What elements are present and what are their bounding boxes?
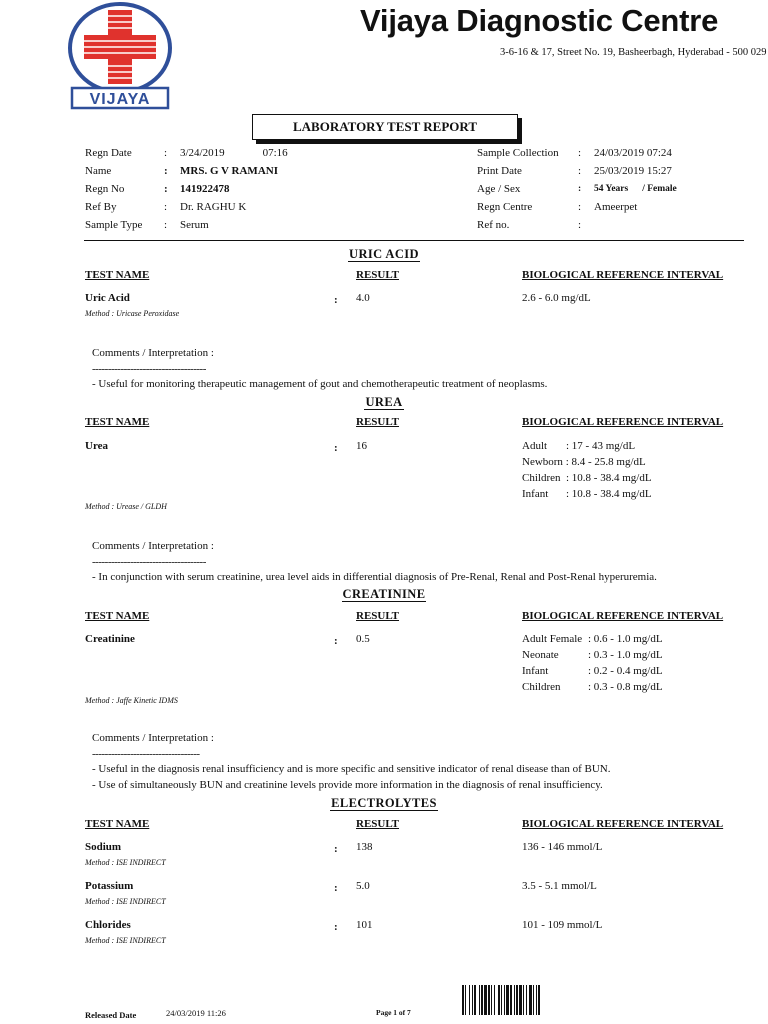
note-creatinine-2: - Use of simultaneously BUN and creatinine levels provide more information in the diagnosis of renal insufficiency.: [92, 779, 603, 791]
barcode-bar: [469, 985, 470, 1015]
name-label: Name: [85, 165, 112, 177]
col-result: RESULT: [356, 610, 400, 622]
method-creatinine: Method : Jaffe Kinetic IDMS: [85, 696, 178, 705]
ref-by-value: : Dr. RAGHU K: [164, 201, 247, 213]
comments-label: Comments / Interpretation :: [92, 540, 214, 552]
reference-chlorides: 101 - 109 mmol/L: [522, 919, 603, 931]
method-urea: Method : Urease / GLDH: [85, 502, 167, 511]
sample-type-label: Sample Type: [85, 219, 143, 231]
col-test-name: TEST NAME: [85, 818, 150, 830]
test-name-sodium: Sodium: [85, 841, 122, 853]
col-test-name: TEST NAME: [85, 416, 150, 428]
age-sex-value: : 54 Years / Female: [578, 184, 677, 194]
sample-type-value: : Serum: [164, 219, 209, 231]
barcode-bar: [519, 985, 522, 1015]
comments-label: Comments / Interpretation :: [92, 732, 214, 744]
barcode-bar: [472, 985, 473, 1015]
section-title-creatinine: CREATININE: [342, 587, 426, 601]
reference-urea: Adult : 17 - 43 mg/dL Newborn : 8.4 - 25.8 mg/dL Children : 10.8 - 38.4 mg/dL Infant : 10.8 - 38.4 mg/dL: [522, 440, 652, 500]
reference-uric-acid: 2.6 - 6.0 mg/dL: [522, 292, 591, 304]
note-uric-acid: - Useful for monitoring therapeutic management of gout and chemotherapeutic treatment of neoplasms.: [92, 378, 548, 390]
method-sodium: Method : ISE INDIRECT: [85, 858, 166, 867]
note-urea: - In conjunction with serum creatinine, urea level aids in differential diagnosis of Pre-Renal, Renal and Post-Renal hyperuremia.: [92, 571, 657, 583]
released-date-value: 24/03/2019 11:26: [166, 1008, 226, 1018]
barcode: [462, 985, 612, 1015]
col-reference: BIOLOGICAL REFERENCE INTERVAL: [522, 818, 724, 830]
col-result: RESULT: [356, 818, 400, 830]
test-name-uric-acid: Uric Acid: [85, 292, 130, 304]
col-reference: BIOLOGICAL REFERENCE INTERVAL: [522, 416, 724, 428]
test-name-creatinine: Creatinine: [85, 633, 135, 645]
header-divider: [84, 240, 744, 241]
barcode-bar: [498, 985, 500, 1015]
barcode-bar: [484, 985, 487, 1015]
result-creatinine: 0.5: [356, 633, 370, 645]
vijaya-logo: [64, 0, 176, 114]
regn-centre-value: : Ameerpet: [578, 201, 638, 213]
reference-sodium: 136 - 146 mmol/L: [522, 841, 603, 853]
barcode-bar: [481, 985, 483, 1015]
note-creatinine-1: - Useful in the diagnosis renal insufficiency and is more specific and sensitive indicator of renal disease than of BUN.: [92, 763, 611, 775]
separator: :: [334, 843, 338, 855]
result-urea: 16: [356, 440, 367, 452]
patient-name: : MRS. G V RAMANI: [164, 165, 278, 177]
barcode-bar: [523, 985, 524, 1015]
sample-collection-label: Sample Collection: [477, 147, 559, 159]
separator: :: [334, 635, 338, 647]
barcode-bar: [529, 985, 532, 1015]
print-date-value: : 25/03/2019 15:27: [578, 165, 672, 177]
page-number: Page 1 of 7: [376, 1008, 411, 1017]
result-potassium: 5.0: [356, 880, 370, 892]
result-sodium: 138: [356, 841, 373, 853]
print-date-label: Print Date: [477, 165, 522, 177]
barcode-bar: [501, 985, 502, 1015]
section-title-electrolytes: ELECTROLYTES: [331, 796, 437, 810]
method-potassium: Method : ISE INDIRECT: [85, 897, 166, 906]
barcode-bar: [526, 985, 527, 1015]
regn-centre-label: Regn Centre: [477, 201, 533, 213]
separator: :: [334, 882, 338, 894]
regn-date-value: : 3/24/2019 07:16: [164, 147, 288, 159]
barcode-bar: [504, 985, 505, 1015]
centre-address: 3-6-16 & 17, Street No. 19, Basheerbagh, Hyderabad - 500 029: [500, 47, 767, 58]
method-uric-acid: Method : Uricase Peroxidase: [85, 309, 180, 318]
report-title: LABORATORY TEST REPORT: [252, 114, 518, 140]
col-result: RESULT: [356, 416, 400, 428]
col-test-name: TEST NAME: [85, 610, 150, 622]
barcode-bar: [465, 985, 466, 1015]
barcode-bar: [491, 985, 492, 1015]
regn-no-label: Regn No: [85, 183, 125, 195]
section-title-urea: UREA: [365, 395, 403, 409]
age-sex-label: Age / Sex: [477, 183, 521, 195]
reference-potassium: 3.5 - 5.1 mmol/L: [522, 880, 597, 892]
barcode-bar: [533, 985, 534, 1015]
ref-by-label: Ref By: [85, 201, 117, 213]
centre-name: Vijaya Diagnostic Centre: [360, 3, 719, 38]
barcode-bar: [514, 985, 515, 1015]
ref-no-value: :: [578, 219, 582, 231]
released-date-label: Released Date: [85, 1010, 137, 1020]
separator: :: [334, 294, 338, 306]
separator: :: [334, 921, 338, 933]
barcode-bar: [479, 985, 480, 1015]
comments-label: Comments / Interpretation :: [92, 347, 214, 359]
comments-rule: ------------------------------------: [92, 363, 206, 375]
ref-no-label: Ref no.: [477, 219, 510, 231]
result-chlorides: 101: [356, 919, 373, 931]
barcode-bar: [462, 985, 464, 1015]
col-reference: BIOLOGICAL REFERENCE INTERVAL: [522, 269, 724, 281]
test-name-potassium: Potassium: [85, 880, 134, 892]
barcode-bar: [516, 985, 518, 1015]
result-uric-acid: 4.0: [356, 292, 370, 304]
col-result: RESULT: [356, 269, 400, 281]
regn-date-label: Regn Date: [85, 147, 132, 159]
barcode-bar: [538, 985, 540, 1015]
section-title-uric-acid: URIC ACID: [349, 247, 419, 261]
sample-collection-value: : 24/03/2019 07:24: [578, 147, 672, 159]
comments-rule: ----------------------------------: [92, 748, 200, 760]
col-test-name: TEST NAME: [85, 269, 150, 281]
col-reference: BIOLOGICAL REFERENCE INTERVAL: [522, 610, 724, 622]
barcode-bar: [536, 985, 537, 1015]
barcode-bar: [474, 985, 476, 1015]
regn-no-value: : 141922478: [164, 183, 230, 195]
barcode-bar: [488, 985, 490, 1015]
method-chlorides: Method : ISE INDIRECT: [85, 936, 166, 945]
svg-text:VIJAYA: VIJAYA: [89, 91, 151, 108]
reference-creatinine: Adult Female : 0.6 - 1.0 mg/dL Neonate : 0.3 - 1.0 mg/dL Infant : 0.2 - 0.4 mg/dL Children : 0.3 - 0.8 mg/dL: [522, 633, 663, 693]
separator: :: [334, 442, 338, 454]
test-name-urea: Urea: [85, 440, 109, 452]
barcode-bar: [510, 985, 512, 1015]
barcode-bar: [494, 985, 495, 1015]
test-name-chlorides: Chlorides: [85, 919, 131, 931]
comments-rule: ------------------------------------: [92, 556, 206, 568]
barcode-bar: [506, 985, 509, 1015]
